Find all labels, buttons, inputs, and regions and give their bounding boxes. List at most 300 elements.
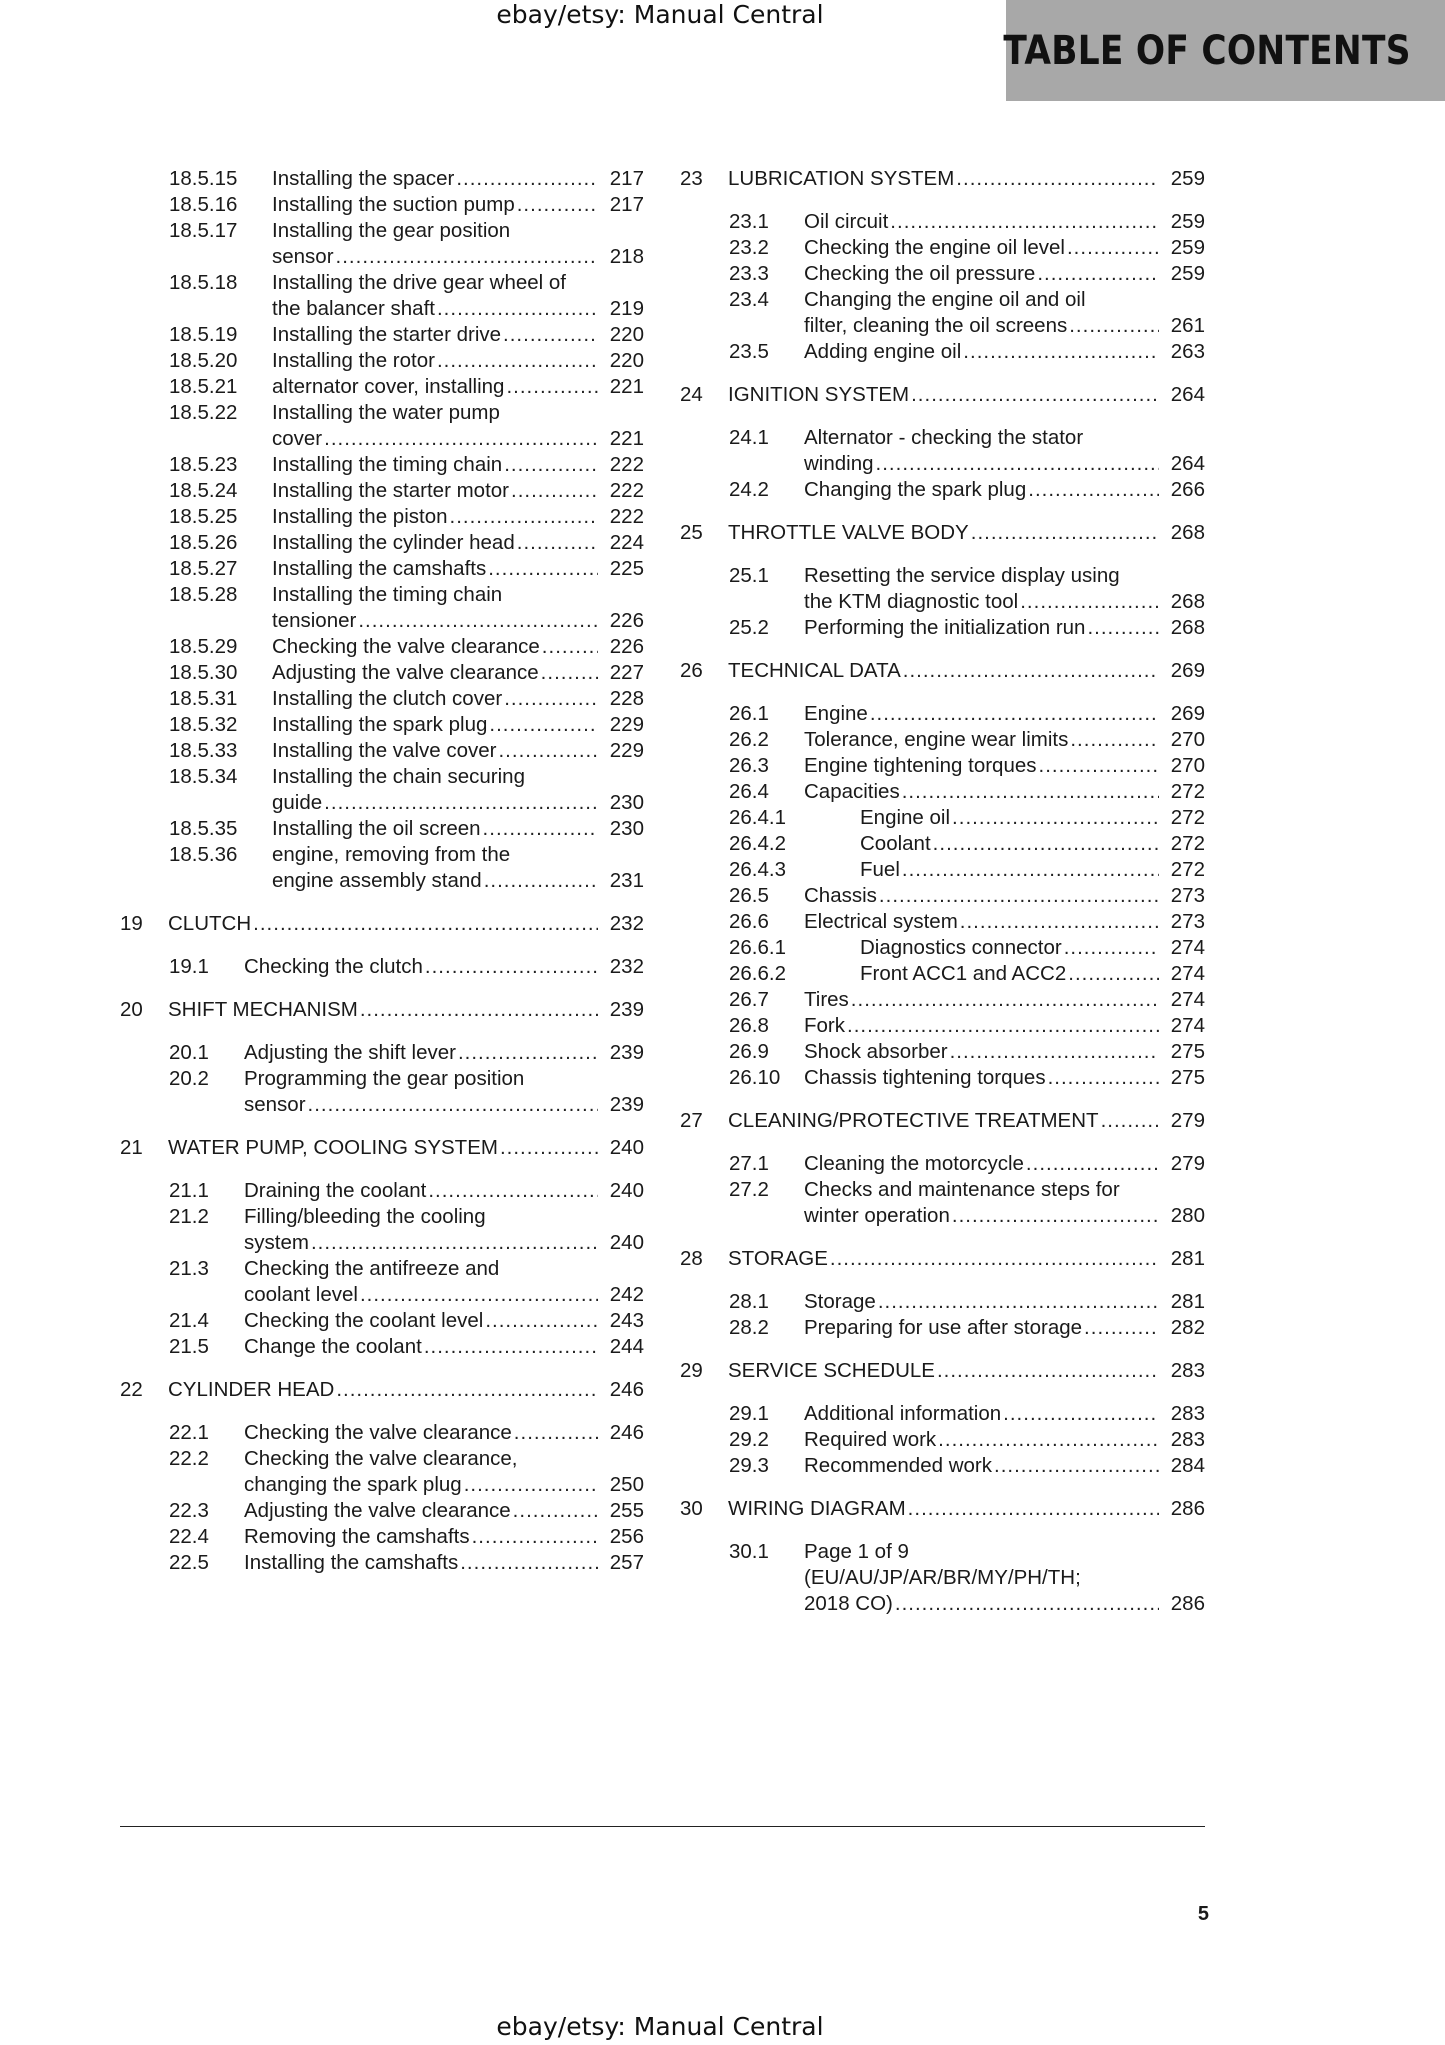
- toc-leader-dots: [1003, 1401, 1159, 1427]
- toc-page-number: 261: [1170, 314, 1205, 337]
- toc-entry-line: [804, 615, 1205, 641]
- toc-entry-body: [244, 1040, 644, 1066]
- toc-page-number: 225: [609, 557, 644, 580]
- toc-entry-body: [272, 166, 644, 192]
- toc-entry-title: Installing the cylinder head: [272, 531, 515, 554]
- watermark-top: ebay/etsy: Manual Central: [496, 0, 824, 29]
- toc-leader-dots: [489, 712, 598, 738]
- toc-entry-number: 21.1: [169, 1179, 209, 1202]
- toc-entry-title: Electrical system: [804, 910, 958, 933]
- toc-entry-body: [728, 1246, 1205, 1272]
- toc-entry-line: [804, 1039, 1205, 1065]
- toc-entry-number: 26.6: [729, 910, 769, 933]
- toc-entry-line: [804, 1453, 1205, 1479]
- toc-entry-body: [272, 556, 644, 582]
- toc-entry-title: guide: [272, 791, 323, 814]
- toc-chapter-entry[interactable]: [680, 166, 1205, 192]
- toc-page-number: 259: [1170, 167, 1205, 190]
- toc-section-entry[interactable]: [120, 764, 644, 816]
- toc-entry-line: [272, 426, 644, 452]
- toc-section-entry[interactable]: [680, 563, 1205, 615]
- toc-section-entry[interactable]: [120, 322, 644, 348]
- toc-leader-dots: [878, 1289, 1159, 1315]
- toc-entry-line: [804, 425, 1205, 451]
- toc-page-number: 230: [609, 817, 644, 840]
- toc-entry-body: [244, 1204, 644, 1256]
- toc-section-entry[interactable]: [120, 816, 644, 842]
- toc-section-entry[interactable]: [120, 218, 644, 270]
- toc-entry-title: Installing the piston: [272, 505, 448, 528]
- toc-entry-title: Installing the rotor: [272, 349, 435, 372]
- toc-entry-line: [272, 582, 644, 608]
- toc-entry-title: the balancer shaft: [272, 297, 435, 320]
- toc-entry-body: [272, 764, 644, 816]
- toc-entry-line: [804, 883, 1205, 909]
- toc-entry-line: [804, 701, 1205, 727]
- toc-page-number: 282: [1170, 1316, 1205, 1339]
- toc-chapter-entry[interactable]: [120, 1135, 644, 1161]
- toc-entry-body: [244, 1066, 644, 1118]
- toc-leader-dots: [938, 1427, 1159, 1453]
- toc-entry-number: 26.4.3: [729, 858, 786, 881]
- toc-entry-title: Checking the clutch: [244, 955, 423, 978]
- toc-entry-title: Performing the initialization run: [804, 616, 1086, 639]
- toc-entry-number: 19.1: [169, 955, 209, 978]
- toc-chapter-entry[interactable]: [680, 1496, 1205, 1522]
- toc-page-number: 272: [1170, 806, 1205, 829]
- toc-entry-line: [804, 339, 1205, 365]
- toc-page-number: 259: [1170, 262, 1205, 285]
- toc-section-entry[interactable]: [120, 556, 644, 582]
- toc-entry-number: 26.6.2: [729, 962, 786, 985]
- toc-entry-body: [804, 987, 1205, 1013]
- toc-section-entry[interactable]: [680, 261, 1205, 287]
- toc-page-number: 246: [609, 1378, 644, 1401]
- toc-section-entry[interactable]: [680, 961, 1205, 987]
- toc-leader-dots: [1028, 477, 1159, 503]
- toc-entry-title: Installing the camshafts: [272, 557, 487, 580]
- toc-section-entry[interactable]: [680, 1177, 1205, 1229]
- toc-section-entry[interactable]: [120, 582, 644, 634]
- toc-entry-number: 26.4: [729, 780, 769, 803]
- toc-entry-title: Recommended work: [804, 1454, 992, 1477]
- toc-entry-number: 29.1: [729, 1402, 769, 1425]
- toc-entry-number: 21.2: [169, 1205, 209, 1228]
- toc-entry-body: [272, 348, 644, 374]
- toc-section-entry[interactable]: [680, 1289, 1205, 1315]
- toc-section-entry[interactable]: [120, 1040, 644, 1066]
- toc-chapter-entry[interactable]: [120, 997, 644, 1023]
- toc-section-entry[interactable]: [680, 779, 1205, 805]
- toc-entry-line: [804, 1315, 1205, 1341]
- toc-entry-title: Adjusting the valve clearance: [244, 1499, 511, 1522]
- toc-entry-title: Storage: [804, 1290, 876, 1313]
- toc-entry-line: [832, 805, 1205, 831]
- toc-chapter-entry[interactable]: [680, 658, 1205, 684]
- toc-entry-line: [244, 1524, 644, 1550]
- toc-entry-number: 18.5.36: [169, 843, 238, 866]
- toc-section-entry[interactable]: [120, 348, 644, 374]
- toc-section-entry[interactable]: [680, 935, 1205, 961]
- toc-page-number: 239: [609, 998, 644, 1021]
- toc-leader-dots: [506, 374, 598, 400]
- toc-section-entry[interactable]: [680, 1039, 1205, 1065]
- toc-entry-body: [728, 382, 1205, 408]
- toc-entry-number: 18.5.23: [169, 453, 238, 476]
- toc-entry-number: 23.2: [729, 236, 769, 259]
- toc-section-entry[interactable]: [120, 400, 644, 452]
- toc-entry-line: [804, 1591, 1205, 1617]
- toc-entry-body: [244, 1256, 644, 1308]
- toc-section-entry[interactable]: [680, 287, 1205, 339]
- toc-entry-number: 18.5.28: [169, 583, 238, 606]
- toc-leader-dots: [464, 1472, 598, 1498]
- toc-entry-body: [244, 1178, 644, 1204]
- toc-leader-dots: [450, 504, 598, 530]
- toc-entry-title: Capacities: [804, 780, 900, 803]
- toc-chapter-entry[interactable]: [680, 520, 1205, 546]
- toc-entry-title: Checking the coolant level: [244, 1309, 484, 1332]
- toc-entry-line: [804, 235, 1205, 261]
- toc-page-number: 264: [1170, 383, 1205, 406]
- toc-entry-body: [272, 712, 644, 738]
- toc-section-entry[interactable]: [120, 954, 644, 980]
- toc-entry-number: 18.5.20: [169, 349, 238, 372]
- toc-chapter-entry[interactable]: [680, 1358, 1205, 1384]
- toc-entry-title: WATER PUMP, COOLING SYSTEM: [168, 1136, 498, 1159]
- toc-section-entry[interactable]: [680, 831, 1205, 857]
- toc-entry-number: 21.3: [169, 1257, 209, 1280]
- toc-entry-body: [804, 727, 1205, 753]
- toc-entry-number: 18.5.24: [169, 479, 238, 502]
- toc-section-entry[interactable]: [120, 1066, 644, 1118]
- toc-entry-number: 26: [680, 659, 703, 682]
- toc-entry-title: Engine oil: [860, 806, 951, 829]
- toc-page-number: 272: [1170, 780, 1205, 803]
- toc-chapter-entry[interactable]: [680, 1246, 1205, 1272]
- toc-page-number: 274: [1170, 962, 1205, 985]
- toc-entry-number: 18.5.25: [169, 505, 238, 528]
- toc-page-number: 220: [609, 349, 644, 372]
- toc-entry-title: Changing the spark plug: [804, 478, 1027, 501]
- toc-leader-dots: [952, 1203, 1159, 1229]
- toc-section-entry[interactable]: [120, 504, 644, 530]
- toc-section-entry[interactable]: [120, 660, 644, 686]
- toc-entry-line: [804, 1065, 1205, 1091]
- toc-entry-body: [272, 738, 644, 764]
- toc-entry-number: 27.1: [729, 1152, 769, 1175]
- toc-section-entry[interactable]: [120, 478, 644, 504]
- toc-section-entry[interactable]: [120, 192, 644, 218]
- toc-entry-number: 23.4: [729, 288, 769, 311]
- toc-leader-dots: [960, 909, 1159, 935]
- toc-entry-line: [272, 400, 644, 426]
- toc-section-entry[interactable]: [120, 1524, 644, 1550]
- toc-entry-body: [272, 816, 644, 842]
- toc-entry-body: [272, 530, 644, 556]
- toc-entry-body: [168, 1377, 644, 1403]
- toc-entry-line: [804, 753, 1205, 779]
- toc-entry-title: Checks and maintenance steps for: [804, 1178, 1120, 1201]
- toc-entry-title: coolant level: [244, 1283, 358, 1306]
- toc-entry-line: [832, 857, 1205, 883]
- toc-section-entry[interactable]: [680, 1315, 1205, 1341]
- toc-page-number: 231: [609, 869, 644, 892]
- toc-section-entry[interactable]: [680, 209, 1205, 235]
- toc-page-number: 269: [1170, 659, 1205, 682]
- toc-page-number: 221: [609, 375, 644, 398]
- toc-section-entry[interactable]: [120, 1256, 644, 1308]
- toc-section-entry[interactable]: [680, 857, 1205, 883]
- toc-page-number: 239: [609, 1041, 644, 1064]
- toc-entry-body: [804, 209, 1205, 235]
- toc-entry-body: [728, 1358, 1205, 1384]
- toc-section-entry[interactable]: [680, 805, 1205, 831]
- toc-leader-dots: [336, 244, 598, 270]
- toc-entry-line: [244, 1550, 644, 1576]
- toc-entry-number: 26.7: [729, 988, 769, 1011]
- toc-page-number: 281: [1170, 1290, 1205, 1313]
- toc-page-number: 222: [609, 479, 644, 502]
- toc-entry-number: 18.5.31: [169, 687, 238, 710]
- toc-entry-body: [804, 1401, 1205, 1427]
- toc-entry-line: [272, 608, 644, 634]
- toc-chapter-entry[interactable]: [680, 1108, 1205, 1134]
- toc-entry-body: [244, 1550, 644, 1576]
- toc-section-entry[interactable]: [120, 374, 644, 400]
- toc-page-number: 286: [1170, 1497, 1205, 1520]
- toc-section-entry[interactable]: [120, 842, 644, 894]
- toc-entry-number: 26.4.1: [729, 806, 786, 829]
- toc-entry-title: Resetting the service display using: [804, 564, 1120, 587]
- toc-entry-title: Alternator - checking the stator: [804, 426, 1084, 449]
- toc-entry-line: [272, 478, 644, 504]
- toc-section-entry[interactable]: [680, 235, 1205, 261]
- toc-entry-body: [272, 660, 644, 686]
- toc-entry-body: [244, 1334, 644, 1360]
- toc-entry-body: [832, 961, 1205, 987]
- toc-chapter-entry[interactable]: [680, 382, 1205, 408]
- toc-leader-dots: [830, 1246, 1159, 1272]
- toc-entry-body: [728, 1108, 1205, 1134]
- toc-entry-body: [804, 1039, 1205, 1065]
- toc-chapter-entry[interactable]: [120, 911, 644, 937]
- toc-section-entry[interactable]: [120, 1498, 644, 1524]
- toc-section-entry[interactable]: [680, 1013, 1205, 1039]
- toc-entry-title: changing the spark plug: [244, 1473, 462, 1496]
- toc-entry-body: [804, 1065, 1205, 1091]
- toc-entry-line: [804, 727, 1205, 753]
- toc-entry-line: [728, 1108, 1205, 1134]
- toc-section-entry[interactable]: [120, 1308, 644, 1334]
- toc-leader-dots: [971, 520, 1159, 546]
- toc-leader-dots: [950, 1039, 1159, 1065]
- toc-page-number: 283: [1170, 1428, 1205, 1451]
- toc-entry-number: 22.5: [169, 1551, 209, 1574]
- toc-entry-number: 27.2: [729, 1178, 769, 1201]
- toc-entry-line: [272, 504, 644, 530]
- toc-page-number: 255: [609, 1499, 644, 1522]
- toc-section-entry[interactable]: [680, 987, 1205, 1013]
- toc-entry-body: [168, 1135, 644, 1161]
- toc-section-entry[interactable]: [120, 1446, 644, 1498]
- toc-page-number: 240: [609, 1179, 644, 1202]
- toc-entry-body: [272, 478, 644, 504]
- toc-entry-title: Installing the suction pump: [272, 193, 515, 216]
- toc-page-number: 230: [609, 791, 644, 814]
- toc-section-entry[interactable]: [120, 712, 644, 738]
- toc-entry-title: Filling/bleeding the cooling: [244, 1205, 486, 1228]
- toc-page-number: 264: [1170, 452, 1205, 475]
- toc-section-entry[interactable]: [680, 1453, 1205, 1479]
- toc-entry-line: [804, 313, 1205, 339]
- toc-section-entry[interactable]: [120, 452, 644, 478]
- toc-section-entry[interactable]: [120, 686, 644, 712]
- toc-leader-dots: [324, 426, 598, 452]
- toc-entry-line: [244, 1092, 644, 1118]
- toc-leader-dots: [890, 209, 1159, 235]
- toc-page-number: 280: [1170, 1204, 1205, 1227]
- toc-section-entry[interactable]: [120, 530, 644, 556]
- toc-section-entry[interactable]: [120, 166, 644, 192]
- toc-entry-title: Tires: [804, 988, 849, 1011]
- toc-chapter-entry[interactable]: [120, 1377, 644, 1403]
- toc-entry-line: [272, 634, 644, 660]
- toc-entry-title: Checking the valve clearance: [244, 1421, 512, 1444]
- toc-page-number: 227: [609, 661, 644, 684]
- toc-section-entry[interactable]: [120, 738, 644, 764]
- toc-leader-dots: [425, 954, 598, 980]
- toc-entry-body: [804, 1151, 1205, 1177]
- toc-entry-title: Oil circuit: [804, 210, 889, 233]
- toc-page-number: 259: [1170, 236, 1205, 259]
- toc-section-entry[interactable]: [680, 425, 1205, 477]
- toc-section-entry[interactable]: [120, 1550, 644, 1576]
- toc-section-entry[interactable]: [680, 1401, 1205, 1427]
- toc-section-entry[interactable]: [680, 477, 1205, 503]
- toc-entry-number: 18.5.32: [169, 713, 238, 736]
- toc-entry-title: winter operation: [804, 1204, 950, 1227]
- toc-section-entry[interactable]: [680, 701, 1205, 727]
- toc-section-entry[interactable]: [120, 634, 644, 660]
- toc-entry-title: Front ACC1 and ACC2: [860, 962, 1067, 985]
- toc-entry-number: 19: [120, 912, 143, 935]
- toc-entry-number: 26.8: [729, 1014, 769, 1037]
- toc-entry-line: [804, 209, 1205, 235]
- toc-entry-line: [244, 1282, 644, 1308]
- toc-section-entry[interactable]: [680, 1065, 1205, 1091]
- toc-page-number: 228: [609, 687, 644, 710]
- toc-entry-line: [272, 816, 644, 842]
- toc-leader-dots: [1048, 1065, 1159, 1091]
- toc-leader-dots: [336, 1377, 598, 1403]
- toc-page-number: 268: [1170, 590, 1205, 613]
- toc-entry-title: Preparing for use after storage: [804, 1316, 1083, 1339]
- toc-entry-number: 18.5.34: [169, 765, 238, 788]
- toc-section-entry[interactable]: [680, 1151, 1205, 1177]
- toc-entry-line: [804, 589, 1205, 615]
- toc-entry-line: [804, 1151, 1205, 1177]
- toc-page-number: 222: [609, 453, 644, 476]
- page-number: 5: [1197, 1903, 1209, 1925]
- toc-entry-title: Diagnostics connector: [860, 936, 1062, 959]
- toc-leader-dots: [500, 1135, 598, 1161]
- toc-entry-line: [272, 530, 644, 556]
- toc-leader-dots: [458, 1040, 598, 1066]
- toc-entry-title: Cleaning the motorcycle: [804, 1152, 1024, 1175]
- toc-leader-dots: [511, 478, 598, 504]
- toc-entry-title: Page 1 of 9: [804, 1540, 909, 1563]
- toc-leader-dots: [308, 1092, 598, 1118]
- toc-entry-body: [244, 1308, 644, 1334]
- toc-page-number: 266: [1170, 478, 1205, 501]
- toc-leader-dots: [504, 452, 598, 478]
- toc-entry-body: [272, 322, 644, 348]
- toc-entry-number: 20.1: [169, 1041, 209, 1064]
- toc-entry-title: Draining the coolant: [244, 1179, 427, 1202]
- toc-entry-title: cover: [272, 427, 323, 450]
- toc-entry-line: [272, 348, 644, 374]
- toc-section-entry[interactable]: [120, 1420, 644, 1446]
- toc-entry-body: [804, 235, 1205, 261]
- toc-section-entry[interactable]: [680, 727, 1205, 753]
- toc-entry-number: 22.1: [169, 1421, 209, 1444]
- toc-page-number: 279: [1170, 1109, 1205, 1132]
- toc-entry-body: [804, 287, 1205, 339]
- toc-entry-line: [272, 790, 644, 816]
- toc-entry-title: Fuel: [860, 858, 900, 881]
- toc-entry-line: [272, 556, 644, 582]
- toc-section-entry[interactable]: [680, 909, 1205, 935]
- toc-leader-dots: [514, 1420, 598, 1446]
- toc-entry-line: [272, 374, 644, 400]
- toc-leader-dots: [360, 997, 598, 1023]
- toc-section-entry[interactable]: [680, 883, 1205, 909]
- toc-leader-dots: [358, 608, 598, 634]
- toc-section-entry[interactable]: [680, 339, 1205, 365]
- toc-leader-dots: [1039, 753, 1159, 779]
- toc-entry-number: 26.4.2: [729, 832, 786, 855]
- toc-entry-number: 23.5: [729, 340, 769, 363]
- toc-page-number: 273: [1170, 884, 1205, 907]
- toc-page-number: 270: [1170, 728, 1205, 751]
- toc-entry-title: Installing the spacer: [272, 167, 455, 190]
- toc-section-entry[interactable]: [120, 1178, 644, 1204]
- toc-entry-number: 24.2: [729, 478, 769, 501]
- toc-entry-title: Installing the timing chain: [272, 453, 503, 476]
- toc-entry-line: [804, 1013, 1205, 1039]
- toc-section-entry[interactable]: [120, 1204, 644, 1256]
- toc-section-entry[interactable]: [680, 1539, 1205, 1617]
- toc-entry-number: 29.3: [729, 1454, 769, 1477]
- toc-entry-body: [832, 831, 1205, 857]
- toc-entry-title: tensioner: [272, 609, 357, 632]
- toc-section-entry[interactable]: [120, 270, 644, 322]
- toc-entry-body: [804, 753, 1205, 779]
- toc-entry-number: 18.5.22: [169, 401, 238, 424]
- toc-section-entry[interactable]: [680, 1427, 1205, 1453]
- toc-entry-title: Installing the valve cover: [272, 739, 497, 762]
- toc-section-entry[interactable]: [680, 615, 1205, 641]
- toc-entry-line: [244, 1498, 644, 1524]
- toc-section-entry[interactable]: [680, 753, 1205, 779]
- toc-page-number: 229: [609, 713, 644, 736]
- toc-section-entry[interactable]: [120, 1334, 644, 1360]
- toc-entry-title: Removing the camshafts: [244, 1525, 470, 1548]
- toc-entry-number: 23.3: [729, 262, 769, 285]
- toc-entry-title: Coolant: [860, 832, 931, 855]
- toc-entry-number: 18.5.26: [169, 531, 238, 554]
